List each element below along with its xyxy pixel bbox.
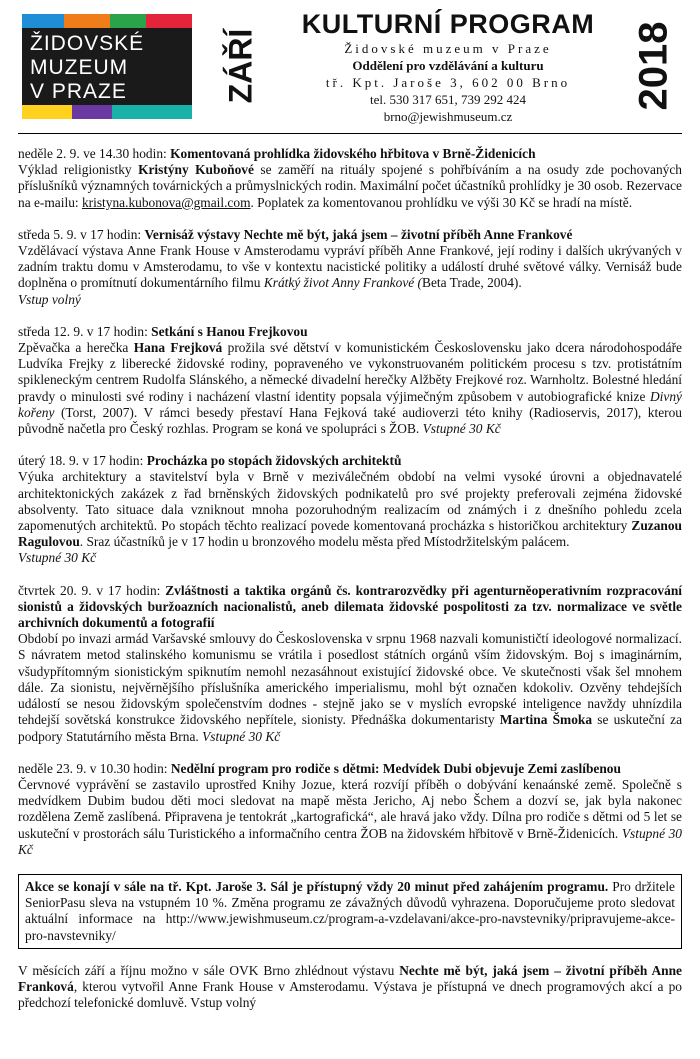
event-person: Hana Frejková <box>133 340 223 356</box>
notice-text: Pro držitele SeniorPasu sleva na vstupném 10 %. Změna programu ze závažných důvodů vyhrazena. Doporučujeme proto sledovat aktuální informace na http://www.jewishmuseum.cz/program-a-vzdelavani/akce-pro-navstevniky/pripravujeme-akce-pro-navstevniky/ <box>25 878 676 943</box>
address: tř. Kpt. Jaroše 3, 602 00 Brno <box>325 75 571 90</box>
event-title: Komentovaná prohlídka židovského hřbitova v Brně-Židenicích <box>170 146 536 161</box>
logo-line-1: ŽIDOVSKÉ <box>30 32 145 55</box>
event-text: Vzdělávací výstava Anne Frank House v Amsterodamu vypráví příběh Anne Frankové, její rodiny i dalších ukrývaných v zadním traktu domu v Amsterodamu, to vše v kontextu nacistické politiky a událostí druhé světové války. Vernisáž bude doplněna o promítnutí dokumentárního filmu <box>18 243 682 291</box>
event-text: Beta Trade, 2004). <box>422 275 522 291</box>
month-label: ZÁŘÍ <box>222 28 259 104</box>
event-text: Výuka architektury a stavitelství byla v Brně v meziválečném období na velmi vysoké úrovni a objednavatelé architektonických zakázek z řad brněnských židovských podnikatelů pro své projekty preferovali zejména židovské absolventy. Tato situace dala vzniknout mnoha pozoruhodným realizacím od známých i z dnešního pohledu zcela zapomenutých architektů. Po stopách těchto realizací povede komentovaná procházka s historičkou architektury <box>18 469 682 534</box>
event-price: Vstup volný <box>18 291 81 307</box>
program-content <box>18 146 682 1011</box>
event-title: Procházka po stopách židovských architektů <box>146 453 402 469</box>
phone: tel. 530 317 651, 739 292 424 <box>370 92 526 107</box>
event-date: čtvrtek 20. 9. v 17 hodin: <box>18 582 166 598</box>
email[interactable]: brno@jewishmuseum.cz <box>383 109 513 124</box>
event-text: . Sraz účastníků je v 17 hodin u bronzového modelu města před Místodržitelským palácem. <box>79 534 570 550</box>
event-text: (Torst, 2007). V rámci besedy přestaví Hana Fejková také audioverzi této knihy (Radioservis, 2017), kterou původně načetla pro Český rozhlas. Program se koná ve spolupráci s ŽOB. <box>18 404 682 437</box>
event-price: Vstupné 30 Kč <box>18 825 682 857</box>
event-5 <box>18 583 682 745</box>
event-4 <box>18 453 682 566</box>
film-title: Krátký život Anny Frankové ( <box>263 275 423 291</box>
year-label: 2018 <box>631 21 676 111</box>
event-text: prožila své dětství v komunistickém Československu jako dcera národohospodáře Ludvíka Frejky z liberecké židovské rodiny, popraveného ve vykonstruovaném politickém procesu s tzv. protistátním spikleneckým centrem Rudolfa Slánského, a německé divadelní herečky Alžběty Frejkové roz. Warnholtz. Bolestné hledání pravdy o minulosti své rodiny i nacházení vlastní identity popsala výjimečným způsobem v autobiografické knize <box>18 340 683 404</box>
event-text: . Poplatek za komentovanou prohlídku ve výši 30 Kč se hradí na místě. <box>250 194 633 210</box>
event-text: Červnové vyprávění se zastavilo uprostřed Knihy Jozue, která rozvíjí příběh o dobývání kenaánské země. Společně s medvídkem Dubim budou děti moci sledovat na mapě města Jericho, Aj nebo Šchem a dozví se, jak byla nakonec rozdělena Země zaslíbená. Připravena je tentokrát „kartografická“, ale hravá jako vždy. Dílna pro rodiče s dětmi od 5 let se uskuteční v prostorách sálu Turistického a informačního centra ŽOB na židovském hřbitově v Brně-Židenicích. <box>18 776 682 841</box>
museum-logo <box>22 14 192 119</box>
footer-text: V měsících září a říjnu možno v sále OVK Brno zhlédnout výstavu <box>18 962 400 978</box>
footer-price: Vstup volný <box>190 995 257 1011</box>
event-date: úterý 18. 9. v 17 hodin: <box>18 453 147 469</box>
event-title: Vernisáž výstavy Nechte mě být, jaká jsem – životní příběh Anne Frankové <box>144 226 573 242</box>
event-title: Zvláštnosti a taktika orgánů čs. kontrarozvědky při agenturněoperativním rozpracování sionistů a židovských buržoazních nacionalistů, aneb dilemata židovské pospolitosti za tzv. normalizace ve světle archivních dokumentů a fotografií <box>18 582 682 631</box>
footer-note <box>18 963 682 1012</box>
event-2 <box>18 227 682 308</box>
event-person: Kristýny Kuboňové <box>138 162 254 178</box>
org-name: Židovské muzeum v Praze <box>344 41 552 56</box>
event-title: Nedělní program pro rodiče s dětmi: Medvídek Dubi objevuje Zemi zaslíbenou <box>170 760 621 776</box>
page-title: KULTURNÍ PROGRAM <box>301 9 595 39</box>
book-title: Divný kořeny <box>18 388 682 420</box>
header-text <box>268 8 628 125</box>
event-price: Vstupné 30 Kč <box>202 728 281 744</box>
email-link[interactable]: kristyna.kubonova@gmail.com <box>81 194 251 210</box>
header-divider <box>18 133 682 134</box>
exhibition-title: Nechte mě být, jaká jsem – životní příběh Anne Franková <box>18 962 682 994</box>
event-person: Martina Šmoka <box>499 712 593 728</box>
page-header <box>0 0 700 132</box>
event-3 <box>18 324 682 437</box>
notice-bold: Akce se konají v sále na tř. Kpt. Jaroše 3. Sál je přístupný vždy 20 minut před zahájením programu. <box>25 878 609 894</box>
event-date: neděle 2. 9. ve 14.30 hodin: <box>18 146 171 161</box>
event-text: se uskuteční za podpory Statutárního města Brna. <box>18 712 683 744</box>
event-date: středa 5. 9. v 17 hodin: <box>18 226 145 242</box>
event-text: Výklad religionistky <box>18 162 139 178</box>
event-1 <box>18 146 682 211</box>
notice-box <box>18 874 682 949</box>
event-price: Vstupné 30 Kč <box>422 421 501 437</box>
event-date: středa 12. 9. v 17 hodin: <box>18 323 152 339</box>
event-person: Zuzanou Ragulovou <box>18 518 682 550</box>
event-6 <box>18 761 682 858</box>
event-date: neděle 23. 9. v 10.30 hodin: <box>18 760 171 776</box>
event-text: Období po invazi armád Varšavské smlouvy do Československa v srpnu 1968 nazvali komunističtí ideologové normalizací. S návratem metod stalinského komunismu se vrátila i posedlost státních orgánů vším židovským. Boj s imaginárním, všudypřítomným sionistickým spiknutím nemohl nezasáhnout existující židovské obce. Ve skutečnosti však šel mnohem dále. Za sionistu, nejvěrnějšího příslušníka amerického imperialismu, mohl být označen kdokoliv. Ozvěny tehdejších událostí se nesou židovským společenstvím dodnes - stejně jako se v myslích evropské inteligence navždy uhnízdila tehdejší sovětská konstrukce židovského nepřítele, sionisty. Přednáška dokumentaristy <box>18 631 682 728</box>
department: Oddělení pro vzdělávání a kulturu <box>352 58 544 73</box>
logo-line-2: MUZEUM <box>30 56 129 79</box>
event-title: Setkání s Hanou Frejkovou <box>151 323 308 339</box>
event-text: Zpěvačka a herečka <box>18 340 134 356</box>
event-price: Vstupné 30 Kč <box>18 550 97 566</box>
logo-line-3: V PRAZE <box>30 80 127 103</box>
footer-text: , kterou vytvořil Anne Frank House v Amsterodamu. Výstava je přístupná ve dnech programových akcí a po předchozí telefonické domluvě. <box>18 978 682 1011</box>
event-text: se zaměří na rituály spojené s pohřbíváním a na osudy zde pochovaných příslušníků významných továrnických a průmyslnických rodin. Maximální počet účastníků prohlídky je 30 osob. Rezervace na e-mailu: <box>18 162 682 210</box>
